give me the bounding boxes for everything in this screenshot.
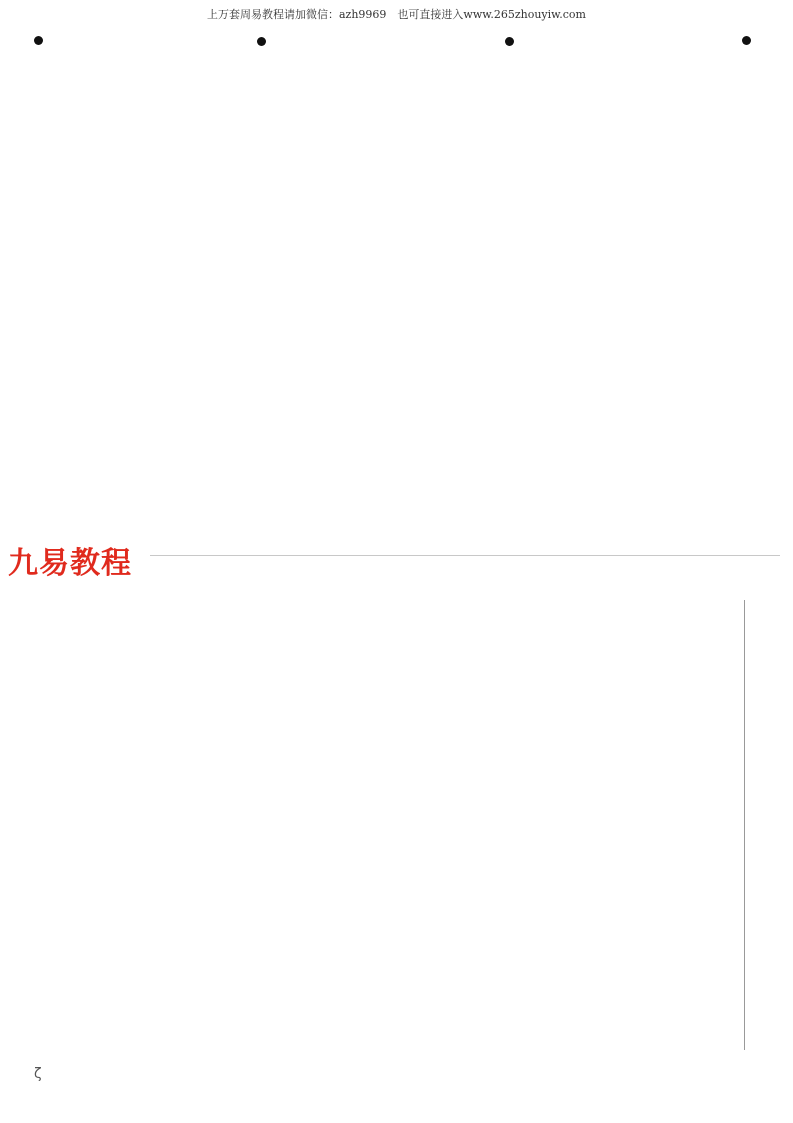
page-mark: ζ: [34, 1066, 42, 1082]
top-page: [0, 0, 793, 548]
bottom-page: [0, 560, 793, 1123]
header-note: 上万套周易教程请加微信：azh9969 也可直接进入www.265zhouyiw.com: [206, 8, 586, 21]
punch-hole: [505, 37, 514, 46]
punch-hole: [742, 36, 751, 45]
page-divider: [150, 555, 780, 556]
watermark-logo: 九易教程: [8, 546, 132, 581]
punch-hole: [257, 37, 266, 46]
punch-hole: [34, 36, 43, 45]
